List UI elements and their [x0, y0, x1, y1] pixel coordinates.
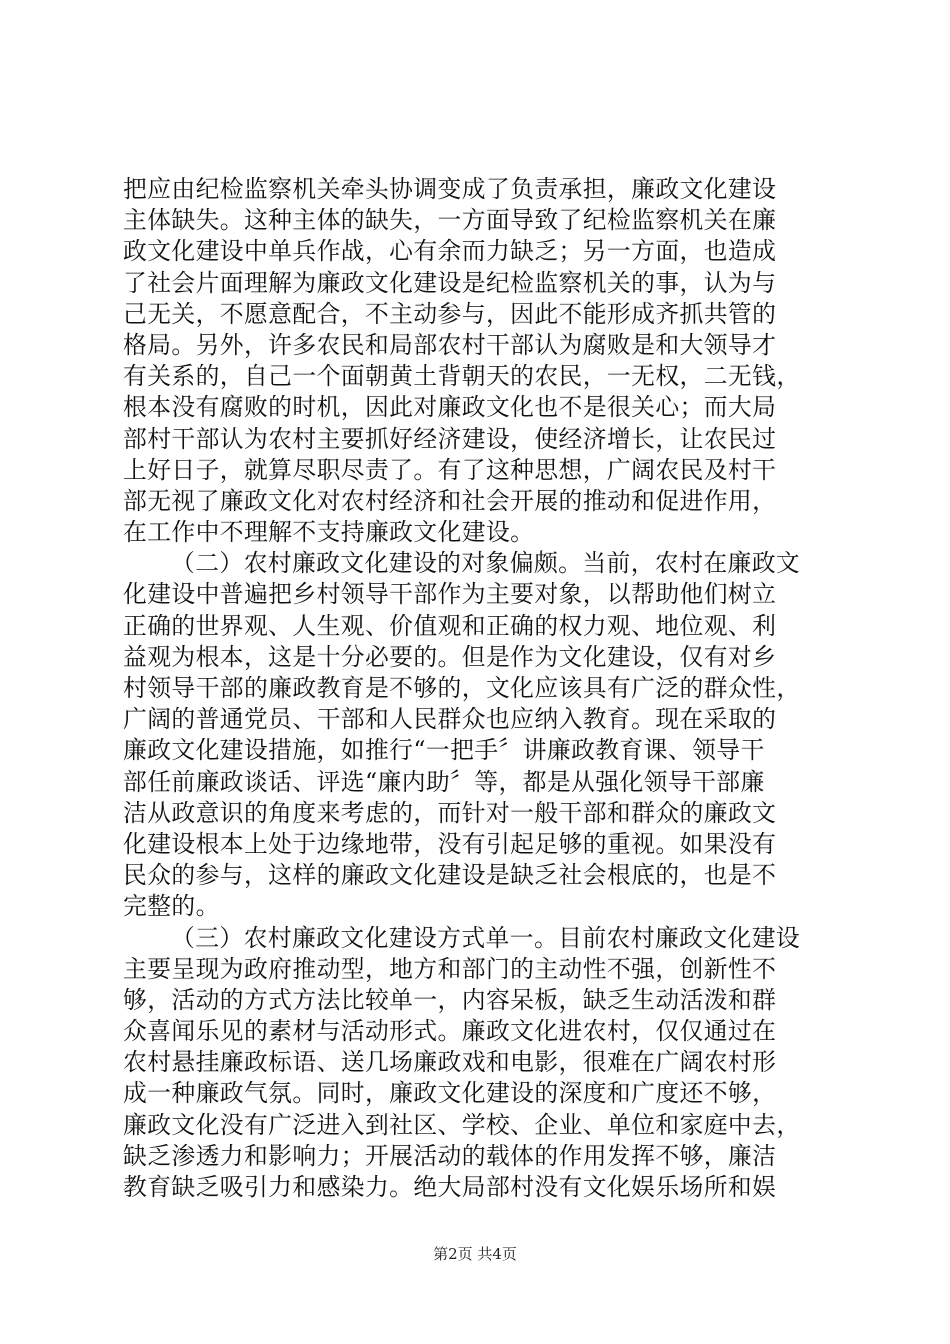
text-line: 教育缺乏吸引力和感染力。绝大局部村没有文化娱乐场所和娱: [123, 1173, 777, 1201]
text-line: 够，活动的方式方法比较单一，内容呆板，缺乏生动活泼和群: [123, 985, 777, 1014]
text-line: 把应由纪检监察机关牵头协调变成了负责承担，廉政文化建设: [123, 175, 777, 203]
text-line: 根本没有腐败的时机，因此对廉政文化也不是很关心；而大局: [123, 393, 777, 422]
document-body: [123, 174, 833, 1203]
text-line: 主体缺失。这种主体的缺失，一方面导致了纪检监察机关在廉: [123, 206, 777, 235]
text-line: 洁从政意识的角度来考虑的，而针对一般干部和群众的廉政文: [123, 798, 777, 827]
text-line: 广阔的普通党员、干部和人民群众也应纳入教育。现在采取的: [123, 705, 777, 734]
text-line: 化建设根本上处于边缘地带，没有引起足够的重视。如果没有: [123, 829, 777, 858]
text-line: 缺乏渗透力和影响力；开展活动的载体的作用发挥不够，廉洁: [123, 1141, 777, 1170]
text-line: 化建设中普遍把乡村领导干部作为主要对象，以帮助他们树立: [123, 580, 777, 609]
text-line: 廉政文化没有广泛进入到社区、学校、企业、单位和家庭中去，: [123, 1110, 801, 1139]
text-line: 部无视了廉政文化对农村经济和社会开展的推动和促进作用，: [123, 486, 777, 515]
text-line: 上好日子，就算尽职尽责了。有了这种思想，广阔农民及村干: [123, 455, 777, 484]
text-line: 主要呈现为政府推动型，地方和部门的主动性不强，创新性不: [123, 954, 777, 983]
text-line: 正确的世界观、人生观、价值观和正确的权力观、地位观、利: [123, 611, 777, 640]
text-line: 了社会片面理解为廉政文化建设是纪检监察机关的事，认为与: [123, 268, 777, 297]
text-line: （三）农村廉政文化建设方式单一。目前农村廉政文化建设: [171, 923, 801, 952]
text-line: 民众的参与，这样的廉政文化建设是缺乏社会根底的，也是不: [123, 861, 777, 890]
text-line: （二）农村廉政文化建设的对象偏颇。当前，农村在廉政文: [171, 549, 801, 578]
text-line: 完整的。: [123, 892, 220, 921]
text-line: 部任前廉政谈话、评选“廉内助〞等，都是从强化领导干部廉: [123, 767, 765, 796]
text-line: 部村干部认为农村主要抓好经济建设，使经济增长，让农民过: [123, 424, 777, 453]
text-line: 益观为根本，这是十分必要的。但是作为文化建设，仅有对乡: [123, 642, 777, 671]
text-line: 廉政文化建设措施，如推行“一把手〞讲廉政教育课、领导干: [123, 736, 765, 765]
text-line: 众喜闻乐见的素材与活动形式。廉政文化进农村，仅仅通过在: [123, 1017, 777, 1046]
text-line: 成一种廉政气氛。同时，廉政文化建设的深度和广度还不够，: [123, 1079, 777, 1108]
text-line: 农村悬挂廉政标语、送几场廉政戏和电影，很难在广阔农村形: [123, 1048, 777, 1077]
text-line: 有关系的，自己一个面朝黄土背朝天的农民，一无权，二无钱，: [123, 362, 801, 391]
text-line: 政文化建设中单兵作战，心有余而力缺乏；另一方面，也造成: [123, 237, 777, 266]
text-line: 格局。另外，许多农民和局部农村干部认为腐败是和大领导才: [123, 330, 777, 359]
page-footer: 第2页 共4页: [433, 1245, 517, 1263]
text-line: 在工作中不理解不支持廉政文化建设。: [123, 518, 535, 547]
text-line: 村领导干部的廉政教育是不够的，文化应该具有广泛的群众性，: [123, 674, 801, 702]
text-line: 己无关，不愿意配合，不主动参与，因此不能形成齐抓共管的: [123, 299, 777, 328]
